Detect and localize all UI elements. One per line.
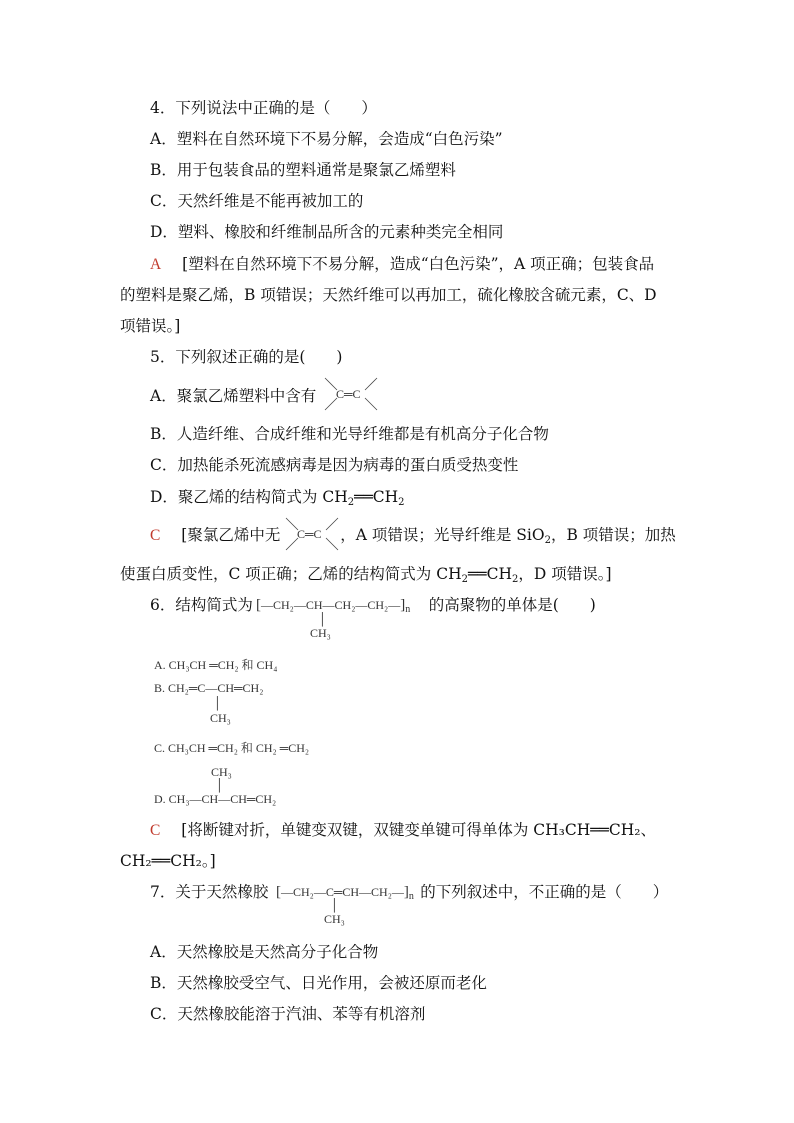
q5-option-b: B．人造纤维、合成纤维和光导纤维都是有机高分子化合物	[150, 425, 549, 443]
q5-exp1-pre: [聚氯乙烯中无	[181, 526, 281, 544]
q5-exp2-mid: ══CH	[467, 565, 513, 583]
q7-stem-post: 的下列叙述中，不正确的是（ ）	[420, 883, 669, 901]
q7-stem-pre: 7．关于天然橡胶	[150, 883, 269, 901]
q6-option-d-ch3: CH₃	[211, 765, 232, 779]
q6-answer: C	[150, 822, 161, 839]
q6-stem-post: 的高聚物的单体是( )	[428, 596, 596, 614]
q5-exp2-pre: 使蛋白质变性，C 项正确；乙烯的结构简式为 CH	[120, 565, 462, 583]
q6-poly-text: —CH₂—CH—CH₂—CH₂—	[261, 598, 401, 612]
q5-explanation-line1: C [聚氯乙烯中无 ，A 项错误；光导纤维是 SiO$_2$，B 项错误；加热	[150, 526, 676, 546]
q6-option-d-branch: │	[215, 778, 224, 792]
q6-option-b: B. CH₂═C—CH═CH₂	[154, 681, 264, 695]
q4-explanation-line3: 项错误。]	[120, 317, 181, 335]
cc-double-bond-structure	[323, 374, 379, 414]
q5-option-d: D．聚乙烯的结构简式为 $CH_2══CH_2$	[150, 488, 405, 508]
q4-explanation-line1	[150, 254, 654, 275]
q4-exp1: [塑料在自然环境下不易分解，造成“白色污染”，A 项正确；包装食品	[182, 255, 655, 273]
q7-option-b: B．天然橡胶受空气、日光作用，会被还原而老化	[150, 974, 487, 992]
q7-polymer-formula: $[—CH_2—C═CH—CH_2—]_n$	[276, 884, 414, 902]
q7-polymer-branch: │	[330, 898, 339, 912]
q7-option-c: C．天然橡胶能溶于汽油、苯等有机溶剂	[150, 1005, 426, 1023]
q5-d-pre: D．聚乙烯的结构简式为 CH	[150, 488, 348, 506]
q4-answer: A	[150, 256, 162, 273]
q5-option-c: C．加热能杀死流感病毒是因为病毒的蛋白质受热变性	[150, 456, 519, 474]
q4-option-d: D．塑料、橡胶和纤维制品所含的元素种类完全相同	[150, 223, 504, 241]
q4-stem: 4．下列说法中正确的是（ ）	[150, 99, 377, 117]
q5-option-a: A．聚氯乙烯塑料中含有	[150, 387, 317, 405]
q5-d-mid: ══CH	[354, 488, 399, 506]
q6-option-d: D. CH₃—CH—CH═CH₂	[154, 792, 277, 806]
q6-explanation-line1	[150, 820, 656, 841]
q4-option-a: A．塑料在自然环境下不易分解，会造成“白色污染”	[150, 130, 503, 148]
q5-answer: C	[150, 527, 161, 544]
q7-poly-text: —CH₂—C═CH—CH₂—	[281, 885, 404, 899]
cc-text-2: C═C	[297, 527, 322, 541]
q5-exp1-tail: ，B 项错误；加热	[550, 526, 676, 544]
q4-option-c: C．天然纤维是不能再被加工的	[150, 192, 364, 210]
q7-option-a: A．天然橡胶是天然高分子化合物	[150, 943, 379, 961]
q7-polymer-branch-ch3: CH₃	[324, 912, 345, 926]
q6-explanation-line2: CH₂══CH₂。]	[120, 852, 216, 870]
q4-explanation-line2: 的塑料是聚乙烯，B 项错误；天然纤维可以再加工，硫化橡胶含硫元素，C、D	[120, 286, 657, 304]
cc-text: C═C	[336, 387, 361, 401]
q5-explanation-line2: 使蛋白质变性，C 项正确；乙烯的结构简式为 $CH_2══CH_2$，D 项错误。]	[120, 565, 612, 585]
q6-option-c: C. CH₃CH ═CH₂ 和 CH₂ ═CH₂	[154, 741, 310, 755]
q6-polymer-branch-ch3: CH₃	[310, 626, 331, 640]
q6-exp1: [将断键对折，单键变双键，双键变单键可得单体为 CH₃CH══CH₂、	[181, 821, 656, 839]
q6-polymer-branch: │	[318, 612, 327, 626]
q5-exp1-post: ，A 项错误；光导纤维是 SiO	[340, 526, 545, 544]
q6-option-b-branch: │	[213, 696, 222, 710]
q5-stem: 5．下列叙述正确的是( )	[150, 348, 343, 366]
q6-stem-pre: 6．结构简式为	[150, 596, 253, 614]
q5-exp2-tail: ，D 项错误。]	[518, 565, 612, 583]
cc-double-bond-structure-2	[284, 514, 340, 554]
q4-option-b: B．用于包装食品的塑料通常是聚氯乙烯塑料	[150, 161, 456, 179]
q6-polymer-formula: $[—CH_2—CH—CH_2—CH_2—]_n$	[256, 597, 411, 615]
q6-option-b-ch3: CH₃	[210, 711, 231, 725]
q6-option-a: A. CH₃CH ═CH₂ 和 CH₄	[154, 658, 278, 672]
